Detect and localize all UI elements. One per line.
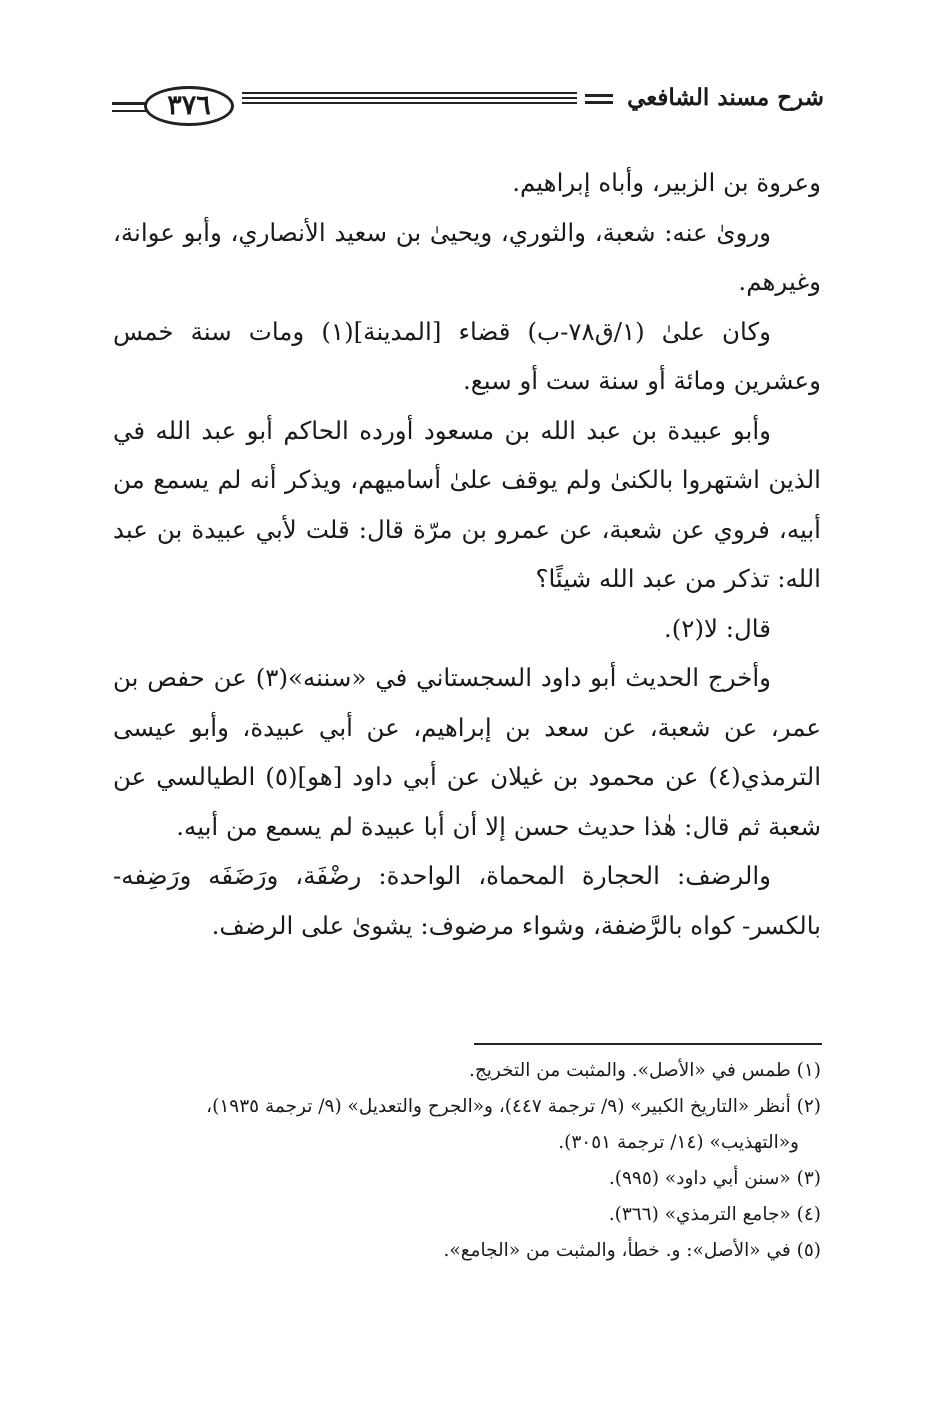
paragraph: وأخرج الحديث أبو داود السجستاني في «سننه»(٣) عن حفص بن عمر، عن شعبة، عن سعد بن إبراهيم، عن أبي عبيدة، وأبو عيسى الترمذي(٤) عن محمود بن غيلان عن أبي داود [هو](٥) الطيالسي عن شعبة ثم قال: هٰذا حديث حسن إلا أن أبا عبيدة لم يسمع من أبيه. [113, 663, 821, 841]
paragraph: والرضف: الحجارة المحماة، الواحدة: رضْفَة، ورَضَفَه ورَضِفه- بالكسر- كواه بالرَّضفة، وشواء مرضوف: يشوىٰ على الرضف. [113, 861, 821, 940]
footnote: (٣) «سنن أبي داود» (٩٩٥). [608, 1168, 821, 1189]
footnotes [113, 1053, 821, 1269]
header-dash-ornament [585, 94, 613, 104]
paragraph: وأبو عبيدة بن عبد الله بن مسعود أورده الحاكم أبو عبد الله في الذين اشتهروا بالكنىٰ ولم يوقف علىٰ أساميهم، ويذكر أنه لم يسمع من أبيه، فروي عن شعبة، عن عمرو بن مرّة قال: قلت لأبي عبيدة بن عبد الله: تذكر من عبد الله شيئًا؟ [113, 415, 821, 593]
paragraph: وعروة بن الزبير، وأباه إبراهيم. [512, 168, 821, 197]
header-rule [242, 92, 624, 106]
page-number-ornament [112, 102, 148, 105]
footnote: (٢) أنظر «التاريخ الكبير» (٩/ ترجمة ٤٤٧)، و«الجرح والتعديل» (٩/ ترجمة ١٩٣٥)، [206, 1096, 821, 1117]
footnote-separator [474, 1043, 822, 1045]
footnote: (١) طمس في «الأصل». والمثبت من التخريج. [468, 1060, 821, 1081]
main-text [113, 158, 821, 950]
page-number: ٣٧٦ [144, 86, 234, 126]
header-title: شرح مسند الشافعي [627, 84, 824, 111]
footnote-continuation: و«التهذيب» (١٤/ ترجمة ٣٠٥١). [558, 1132, 799, 1153]
footnote: (٥) في «الأصل»: و. خطأ، والمثبت من «الجامع». [443, 1240, 821, 1261]
page-number-ornament-line [112, 110, 148, 112]
paragraph: قال: لا(٢). [663, 613, 771, 643]
footnote: (٤) «جامع الترمذي» (٣٦٦). [608, 1204, 821, 1225]
paragraph: وكان علىٰ (١/ق٧٨-ب) قضاء [المدينة](١) ومات سنة خمس وعشرين ومائة أو سنة ست أو سبع. [113, 316, 821, 395]
header-title-block [577, 84, 824, 111]
paragraph: وروىٰ عنه: شعبة، والثوري، ويحيىٰ بن سعيد الأنصاري، وأبو عوانة، وغيرهم. [113, 217, 821, 296]
running-header [112, 78, 824, 134]
